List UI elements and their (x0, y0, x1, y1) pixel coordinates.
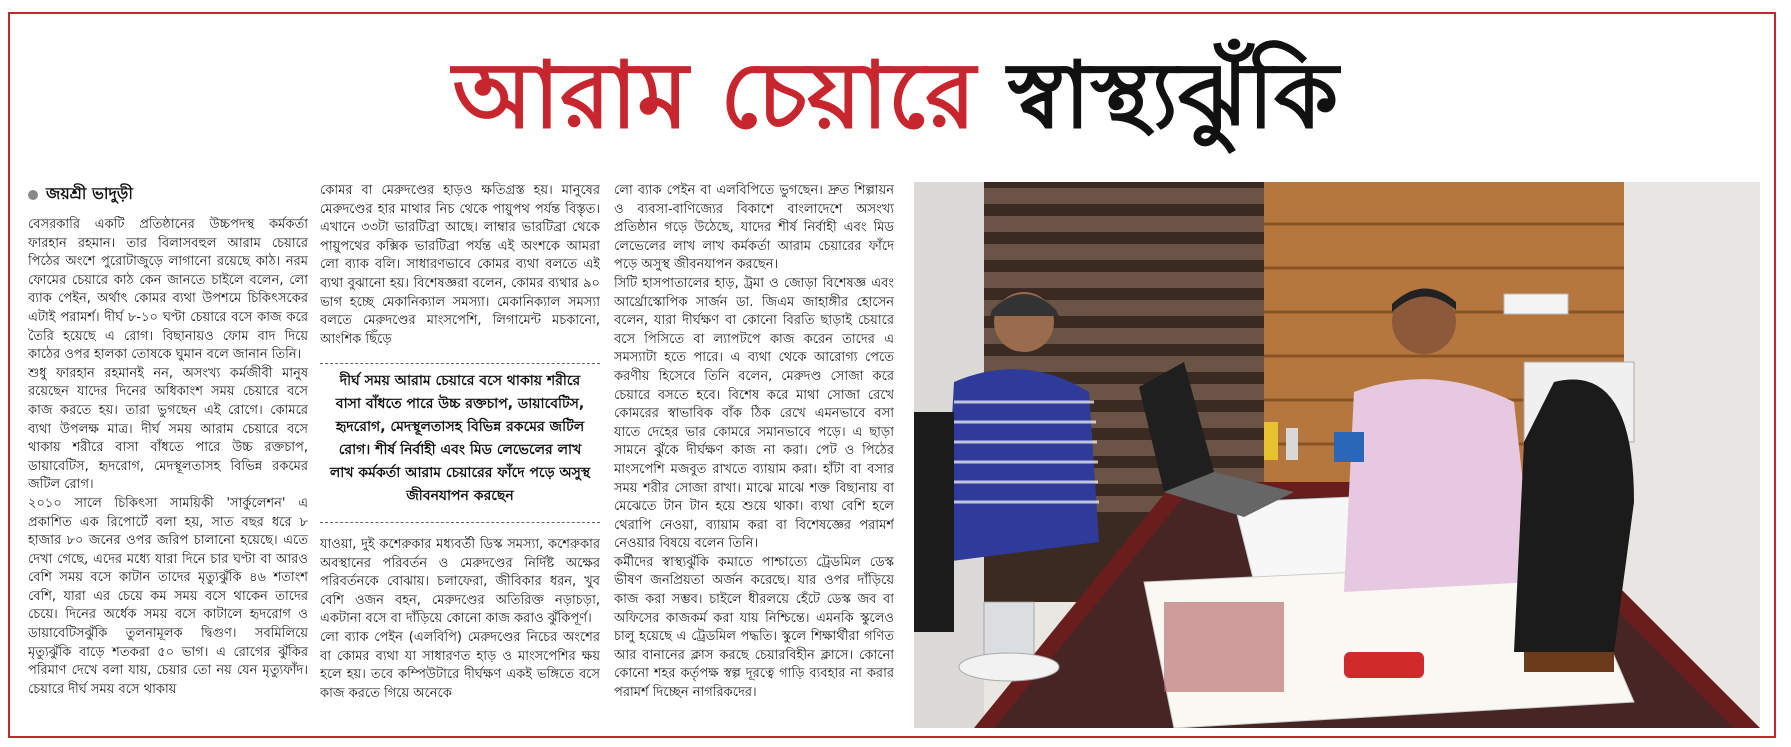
article-column-3 (614, 182, 894, 728)
byline (28, 181, 133, 208)
article-column-2-bottom (320, 536, 600, 728)
article-column-2-top (320, 182, 600, 362)
paragraph: যাওয়া, দুই কশেরুকার মধ্যবর্তী ডিস্ক সমস্যা, কশেরুকার অবস্থানের পরিবর্তন ও মেরুদণ্ডের নির্দিষ্ট অক্ষের পরিবর্তনকে বোঝায়। চলাফেরা, জীবিকার ধরন, খুব বেশি ওজন বহন, মেরুদণ্ডের অতিরিক্ত নড়াচড়া, একটানা বসে বা দাঁড়িয়ে কোনো কাজ করাও ঝুঁকিপূর্ণ। (320, 537, 600, 627)
paragraph: লো ব্যাক পেইন (এলবিপি) মেরুদণ্ডের নিচের অংশের বা কোমর ব্যথা যা সাধারণত হাড় ও মাংসপেশির ক্ষয় হলে হয়। তবে কম্পিউটারে দীর্ঘক্ষণ একই ভঙ্গিতে বসে কাজ করতে গিয়ে অনেকে (320, 629, 600, 701)
office-photo (914, 182, 1760, 728)
author-name: জয়শ্রী ভাদুড়ী (46, 184, 133, 203)
paragraph: কর্মীদের স্বাস্থ্যঝুঁকি কমাতে পাশ্চাত্যে ট্রেডমিল ডেস্ক ভীষণ জনপ্রিয়তা অর্জন করেছে। যার ওপর দাঁড়িয়ে কাজ করা সম্ভব। চাইলে ধীরলয়ে হেঁটে ডেস্ক জব বা অফিসের কাজকর্ম করা যায় নিশ্চিন্তে। এমনকি স্কুলেও চালু হয়েছে এ ট্রেডমিল পদ্ধতি। স্কুলে শিক্ষার্থীরা গণিত আর বানানের ক্লাস করছে চেয়ারবিহীন ক্লাসে। কোনো কোনো শহর কর্তৃপক্ষ স্বল্প দূরত্বে গাড়ি ব্যবহার না করার পরামর্শ দিচ্ছেন নাগরিকদের। (614, 554, 894, 701)
headline-black-part: স্বাস্থ্যঝুঁকি (1007, 41, 1339, 149)
headline-red-part: আরাম চেয়ারে (452, 41, 976, 149)
paragraph: সিটি হাসপাতালের হাড়, ট্রমা ও জোড়া বিশেষজ্ঞ এবং আর্থ্রোস্কোপিক সার্জন ডা. জিএম জাহাঙ্গীর হোসেন বলেন, যারা দীর্ঘক্ষণ বা কোনো বিরতি ছাড়াই চেয়ারে বসে পিসিতে বা ল্যাপটপে কাজ করেন তাদের এ সমস্যাটা হতে পারে। এ ব্যথা থেকে আরোগ্য পেতে করণীয় হিসেবে তিনি বলেন, মেরুদণ্ড সোজা করে চেয়ারে বসতে হবে। বিশেষ করে মাথা সোজা রেখে কোমরের স্বাভাবিক বাঁক ঠিক রেখে এমনভাবে বসা যাতে দেহের ভার কোমরে সমানভাবে পড়ে। এ ছাড়া সামনে ঝুঁকে দীর্ঘক্ষণ কাজ না করা। পেট ও পিঠের মাংসপেশি মজবুত রাখতে ব্যায়াম করা। হাঁটা বা বসার সময় শরীর সোজা রাখা। মাঝে মাঝে শক্ত বিছানায় বা মেঝেতে টান টান হয়ে শুয়ে থাকা। ব্যথা বেশি হলে থেরাপি নেওয়া, ব্যায়াম করা বা বিশেষজ্ঞের পরামর্শ নেওয়ার বিষয়ে বলেন তিনি। (614, 275, 894, 552)
bullet-icon (28, 190, 38, 200)
paragraph: কোমর বা মেরুদণ্ডের হাড়ও ক্ষতিগ্রস্ত হয়। মানুষের মেরুদণ্ডের হার মাথার নিচ থেকে পায়ুপথ পর্যন্ত বিস্তৃত। এখানে ৩৩টা ভারটিব্রা আছে। লাম্বার ভারটিব্রা থেকে পায়ুপথের কক্সিক ভারটিব্রা পর্যন্ত এই অংশকে আমরা লো ব্যাক বলি। সাধারণভাবে কোমর ব্যথা বলতে এই ব্যথা বুঝানো হয়। বিশেষজ্ঞরা বলেন, কোমর ব্যথার ৯০ ভাগ হচ্ছে মেকানিক্যাল সমস্যা। মেকানিক্যাল সমস্যা বলতে মেরুদণ্ডের মাংসপেশি, লিগামেন্ট মচকানো, আংশিক ছিঁড়ে (320, 183, 600, 347)
paragraph: বেসরকারি একটি প্রতিষ্ঠানের উচ্চপদস্থ কর্মকর্তা ফারহান রহমান। তার বিলাসবহুল আরাম চেয়ারে পিঠের অংশে পুরোটাজুড়ে লাগানো রয়েছে কাঠ। নরম ফোমের চেয়ারে কাঠ কেন জানতে চাইলে বলেন, লো ব্যাক পেইন, অর্থাৎ কোমর ব্যথা উপশমে চিকিৎসকের এটাই পরামর্শ। দীর্ঘ ৮-১০ ঘণ্টা চেয়ারে বসে কাজ করে তৈরি হয়েছে এ রোগ। বিছানায়ও ফোম বাদ দিয়ে কাঠের ওপর হালকা তোষকে ঘুমান বলে জানান তিনি। (28, 217, 308, 363)
article-column-1 (28, 216, 308, 728)
pull-quote: দীর্ঘ সময় আরাম চেয়ারে বসে থাকায় শরীরে বাসা বাঁধতে পারে উচ্চ রক্তচাপ, ডায়াবেটিস, হৃদরোগ, মেদস্থূলতাসহ বিভিন্ন রকমের জটিল রোগ। শীর্ষ নির্বাহী এবং মিড লেভেলের লাখ লাখ কর্মকর্তা আরাম চেয়ারের ফাঁদে পড়ে অসুস্থ জীবনযাপন করছেন (320, 363, 600, 523)
headline (0, 40, 1791, 150)
paragraph: শুধু ফারহান রহমানই নন, অসংখ্য কর্মজীবী মানুষ রয়েছেন যাদের দিনের অধিকাংশ সময় চেয়ারে বসে কাজ করতে হয়। তারা ভুগছেন এই রোগে। কোমরে ব্যথা উপলক্ষ মাত্র। দীর্ঘ সময় আরাম চেয়ারে বসে থাকায় শরীরে বাসা বাঁধতে পারে উচ্চ রক্তচাপ, ডায়াবেটিস, হৃদরোগ, মেদস্থূলতাসহ বিভিন্ন রকমের জটিল রোগ। (28, 365, 308, 493)
paragraph: ২০১০ সালে চিকিৎসা সাময়িকী 'সার্কুলেশন' এ প্রকাশিত এক রিপোর্টে বলা হয়, সাত বছর ধরে ৮ হাজার ৮০ জনের ওপর জরিপ চালানো হয়েছে। এতে দেখা গেছে, এদের মধ্যে যারা দিনে চার ঘণ্টা বা আরও বেশি সময় বসে কাটান তাদের মৃত্যুঝুঁকি ৪৬ শতাংশ বেশি, যারা এর চেয়ে কম সময় বসে থাকেন তাদের চেয়ে। দিনের অর্ধেক সময় বসে কাটালে হৃদরোগ ও ডায়াবেটিসঝুঁকি তুলনামূলক দ্বিগুণ। সবমিলিয়ে মৃত্যুঝুঁকি বাড়ে শতকরা ৫০ ভাগ। এ রোগের ঝুঁকির পরিমাণ দেখে বলা যায়, চেয়ার তো নয় যেন মৃত্যুফাঁদ। চেয়ারে দীর্ঘ সময় বসে থাকায় (28, 495, 308, 697)
paragraph: লো ব্যাক পেইন বা এলবিপিতে ভুগছেন। দ্রুত শিল্পায়ন ও ব্যবসা-বাণিজ্যের বিকাশে বাংলাদেশে অসংখ্য প্রতিষ্ঠান গড়ে উঠেছে, যাদের শীর্ষ নির্বাহী এবং মিড লেভেলের লাখ লাখ কর্মকর্তা আরাম চেয়ারের ফাঁদে পড়ে অসুস্থ জীবনযাপন করছেন। (614, 183, 894, 273)
